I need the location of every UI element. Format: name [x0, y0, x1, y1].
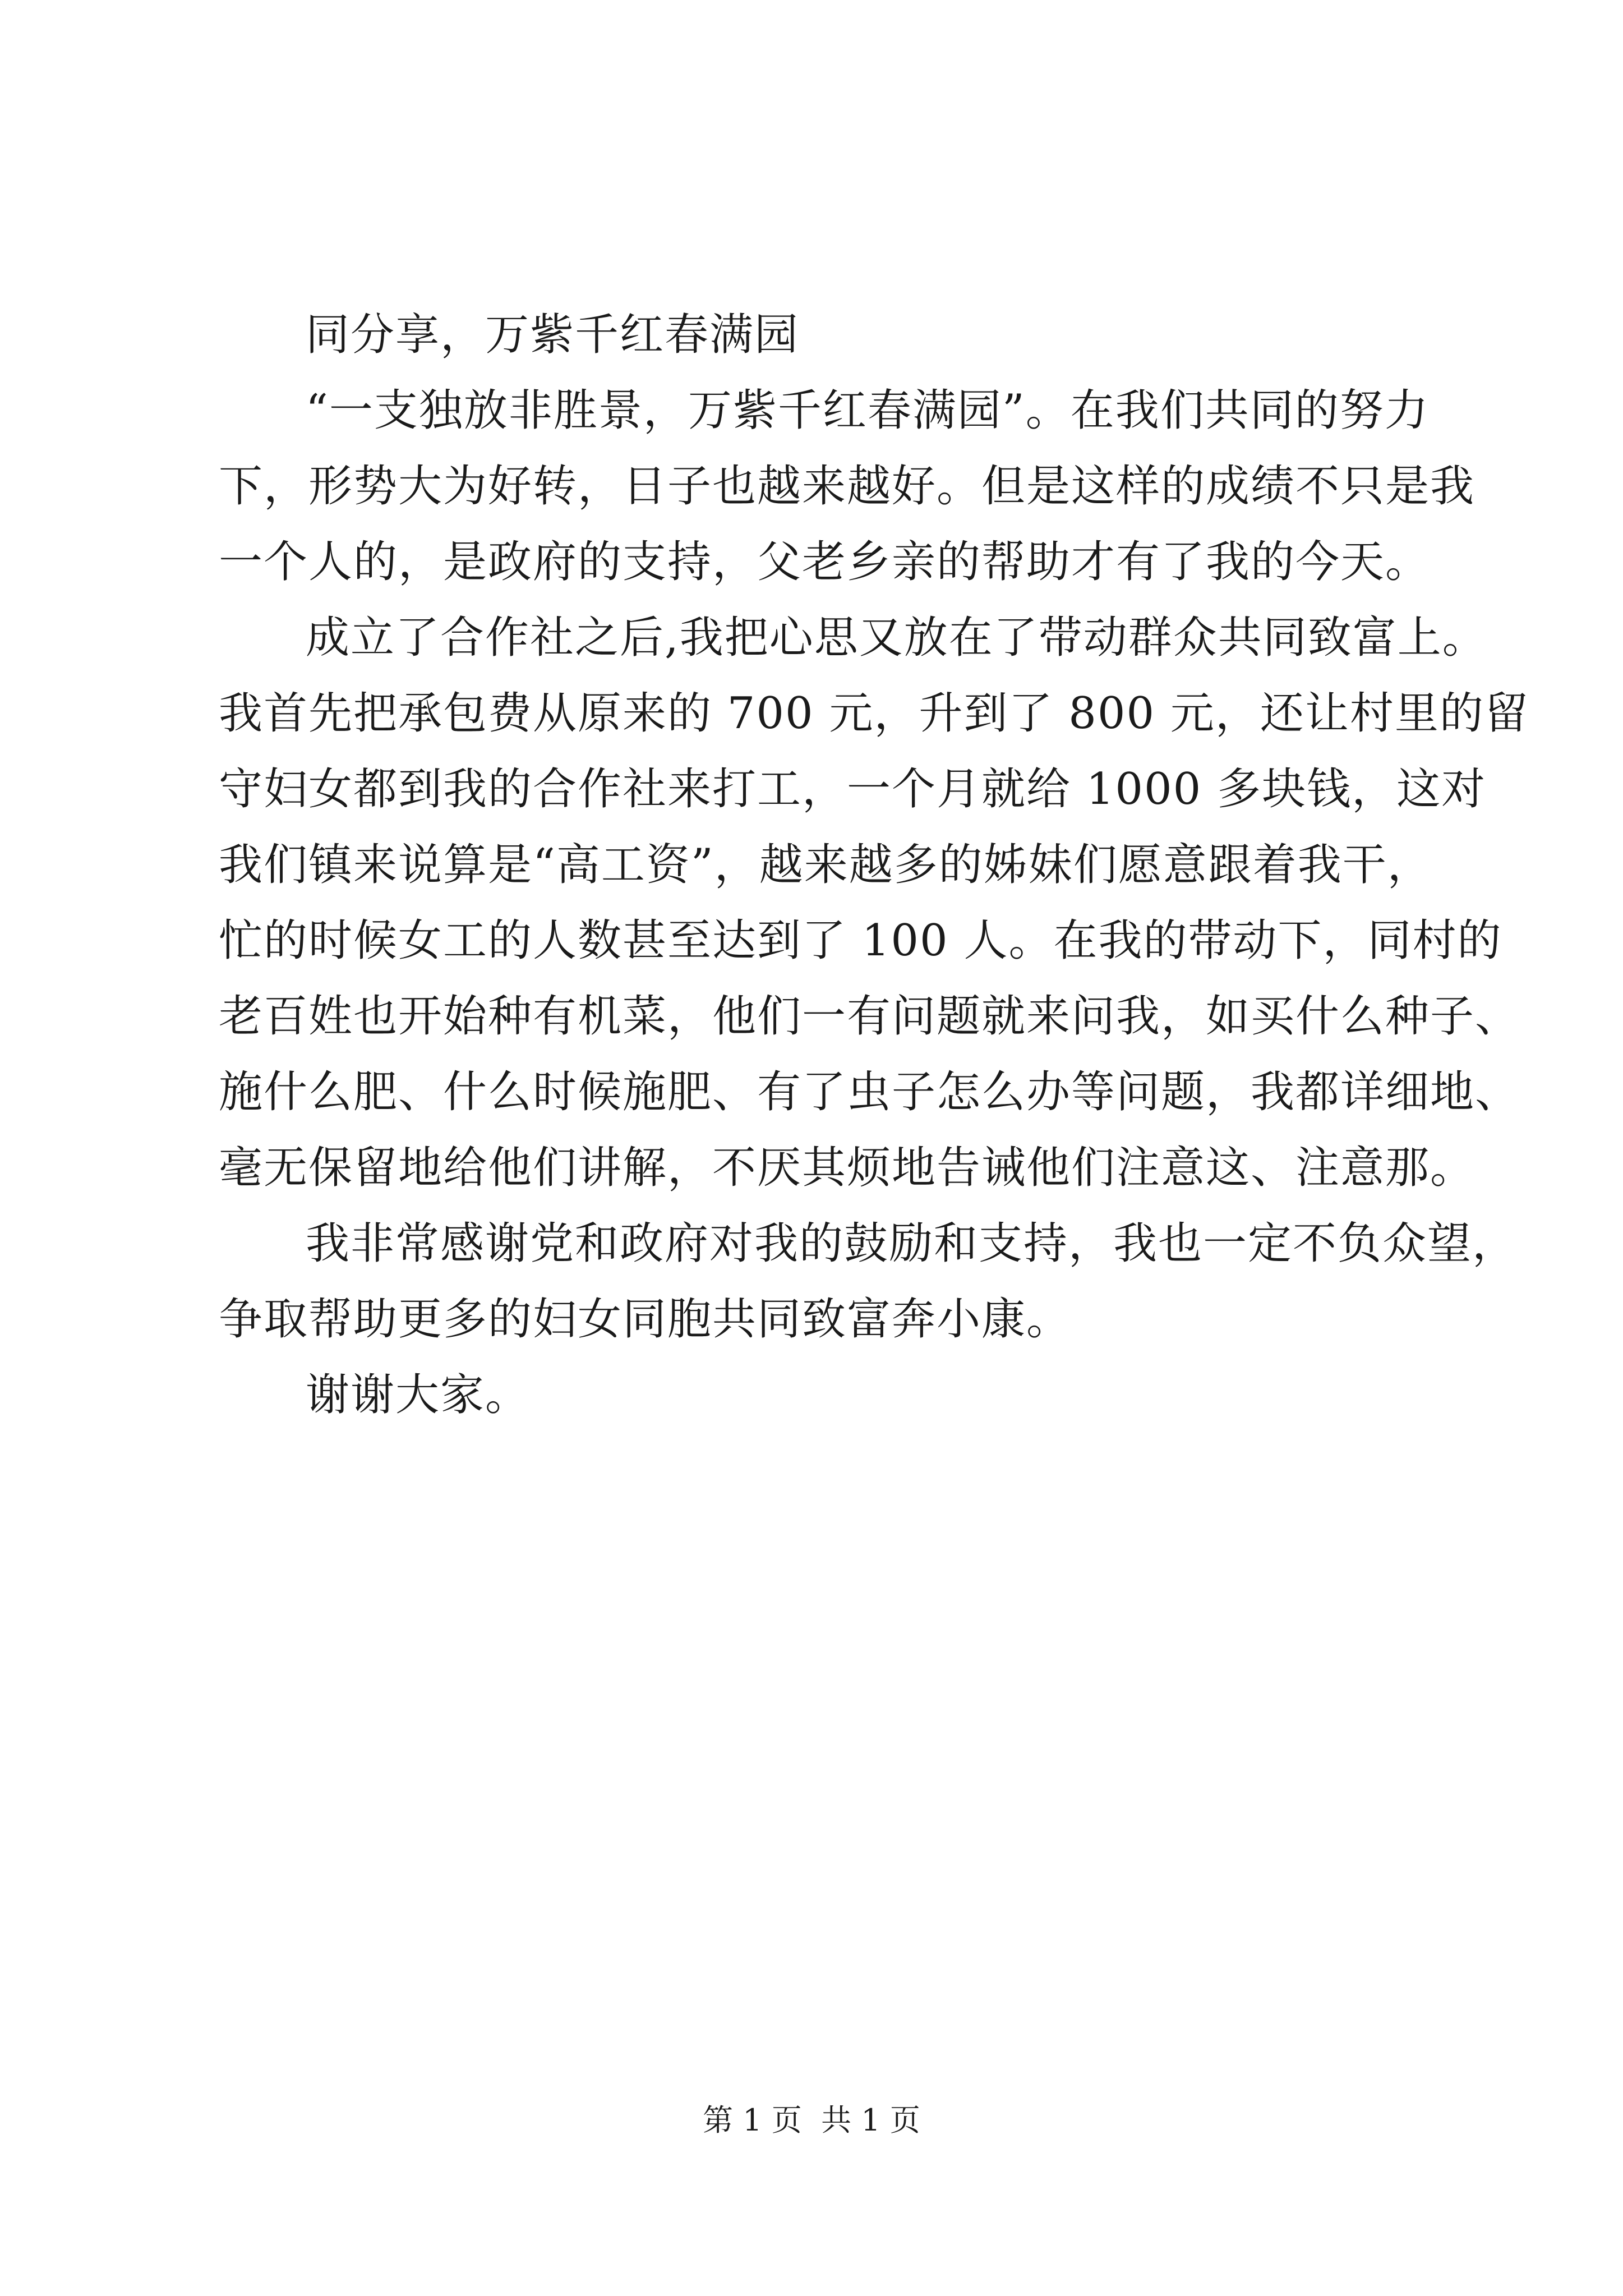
paragraph-line: 我们镇来说算是“高工资”，越来越多的姊妹们愿意跟着我干，	[219, 840, 1432, 890]
paragraph-line: 忙的时候女工的人数甚至达到了 100 人。在我的带动下，同村的	[219, 915, 1502, 966]
paragraph-line: 成立了合作社之后,我把心思又放在了带动群众共同致富上。	[306, 613, 1487, 663]
paragraph-line: 守妇女都到我的合作社来打工，一个月就给 1000 多块钱，这对	[219, 764, 1487, 815]
closing-line: 谢谢大家。	[306, 1370, 531, 1420]
paragraph-line: “一支独放非胜景，万紫千红春满园”。在我们共同的努力	[306, 385, 1430, 436]
section-heading: 同分享，万紫千红春满园	[306, 310, 800, 360]
paragraph-line: 老百姓也开始种有机菜，他们一有问题就来问我，如买什么种子、	[219, 991, 1520, 1042]
page-footer: 第 1 页 共 1 页	[703, 2102, 920, 2138]
paragraph-line: 一个人的，是政府的支持，父老乡亲的帮助才有了我的今天。	[219, 537, 1431, 587]
paragraph-line: 毫无保留地给他们讲解，不厌其烦地告诫他们注意这、注意那。	[219, 1143, 1476, 1193]
paragraph-line: 下，形势大为好转，日子也越来越好。但是这样的成绩不只是我	[219, 461, 1476, 512]
document-body	[219, 297, 1529, 1433]
paragraph-line: 我非常感谢党和政府对我的鼓励和支持，我也一定不负众望，	[306, 1218, 1518, 1269]
paragraph-line: 争取帮助更多的妇女同胞共同致富奔小康。	[219, 1294, 1072, 1345]
paragraph-line: 施什么肥、什么时候施肥、有了虫子怎么办等问题，我都详细地、	[219, 1067, 1520, 1117]
paragraph-line: 我首先把承包费从原来的 700 元，升到了 800 元，还让村里的留	[219, 688, 1529, 739]
